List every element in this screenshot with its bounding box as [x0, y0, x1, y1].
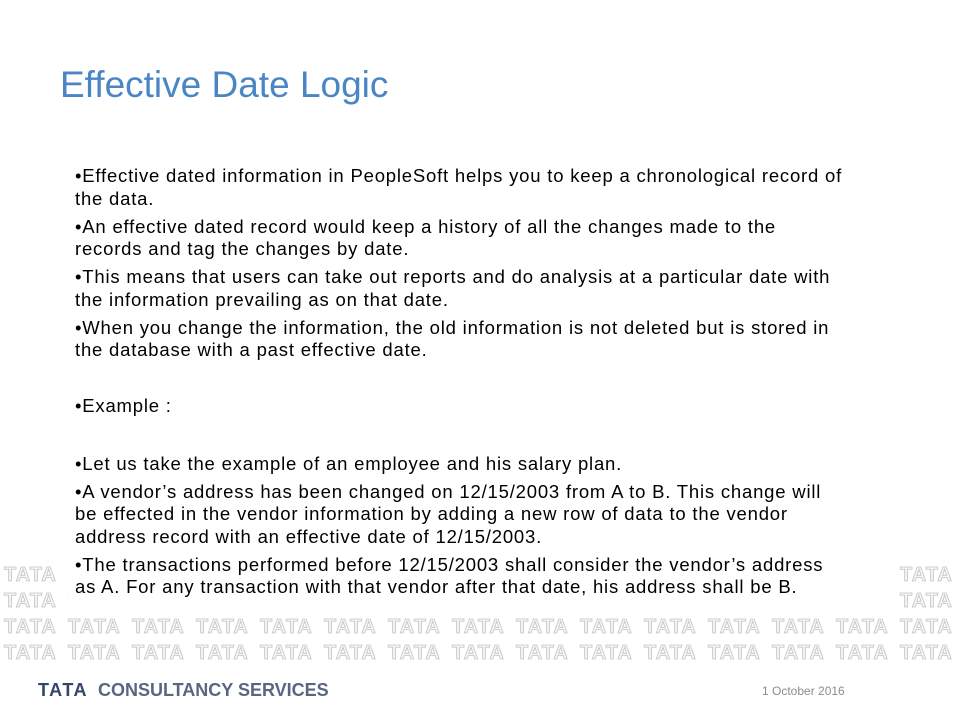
- line-text: When you change the information, the old information is not deleted but is stored in: [82, 316, 830, 338]
- line-text: This means that users can take out reports and do analysis at a particular date with: [82, 266, 831, 287]
- logo-brand: TATA: [38, 680, 88, 700]
- text-line: [75, 395, 895, 418]
- line-text: The transactions performed before 12/15/2003 shall consider the vendor’s address: [82, 553, 824, 575]
- bullet-marker: •: [75, 480, 83, 502]
- text-line: be effected in the vendor information by adding a new row of data to the vendor: [75, 503, 788, 524]
- text-line: the database with a past effective date.: [75, 339, 428, 360]
- bullet-paragraph: [75, 165, 895, 210]
- text-line: [75, 554, 895, 577]
- text-line: the information prevailing as on that date.: [75, 288, 449, 310]
- line-text: An effective dated record would keep a history of all the changes made to the: [82, 215, 777, 237]
- bullet-marker: •: [75, 316, 83, 338]
- slide-title: Effective Date Logic: [60, 64, 389, 105]
- bullet-paragraph: [75, 216, 895, 261]
- text-line: records and tag the changes by date.: [75, 238, 410, 259]
- line-text: Let us take the example of an employee and his salary plan.: [82, 452, 623, 474]
- bullet-paragraph: [75, 554, 895, 599]
- bullet-marker: •: [75, 553, 83, 575]
- line-text: Example :: [82, 394, 172, 416]
- text-line: [75, 317, 895, 340]
- watermark-bottom-band: [0, 612, 960, 664]
- bullet-paragraph: [75, 453, 895, 476]
- bullet-paragraph: [75, 266, 895, 311]
- text-line: the data.: [75, 187, 155, 209]
- bullet-paragraph: [75, 395, 895, 418]
- slide-body: [75, 165, 895, 599]
- line-text: Effective dated information in PeopleSoft helps you to keep a chronological record of: [82, 165, 843, 186]
- logo-company-name: CONSULTANCY SERVICES: [97, 680, 329, 700]
- text-line: [75, 165, 895, 188]
- text-line: [75, 266, 895, 289]
- text-line: [75, 216, 895, 239]
- bullet-marker: •: [75, 452, 83, 474]
- text-line: [75, 453, 895, 476]
- bullet-paragraph: [75, 317, 895, 362]
- text-line: address record with an effective date of 12/15/2003.: [75, 525, 543, 547]
- text-line: as A. For any transaction with that vendor after that date, his address shall be B.: [75, 576, 798, 597]
- watermark-left-block: [0, 560, 68, 612]
- bullet-paragraph: [75, 481, 895, 549]
- bullet-marker: •: [75, 394, 83, 416]
- text-line: [75, 481, 895, 504]
- bullet-marker: •: [75, 266, 83, 287]
- company-logo: [38, 681, 329, 699]
- footer-date: 1 October 2016: [762, 684, 845, 698]
- bullet-marker: •: [75, 165, 83, 186]
- watermark-right-block: [892, 560, 960, 612]
- bullet-marker: •: [75, 215, 83, 237]
- line-text: A vendor’s address has been changed on 12/15/2003 from A to B. This change will: [82, 480, 822, 502]
